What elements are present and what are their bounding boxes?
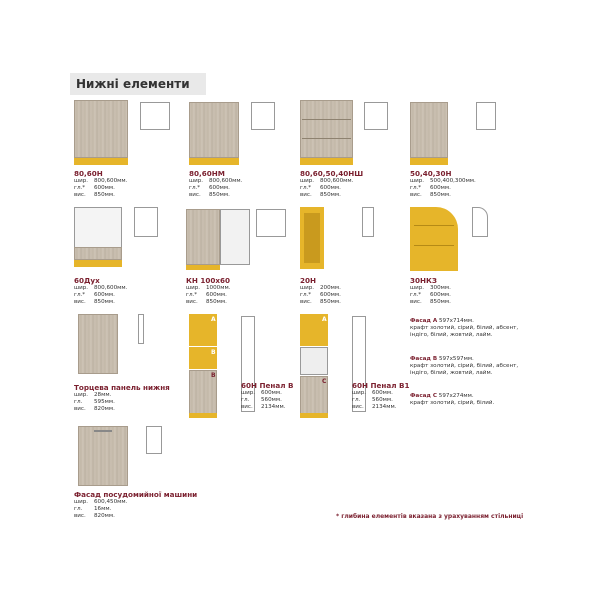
facade-image — [78, 426, 128, 486]
plinth — [189, 158, 239, 165]
cabinet-image — [300, 100, 353, 158]
item-title: 50,40,30Н — [410, 169, 452, 178]
cabinet-image — [410, 207, 458, 271]
item-specs: шир. 800,600мм. гл.* 600мм. вис. 850мм. — [189, 178, 243, 198]
label-c: C — [322, 378, 327, 385]
item-dishwasher-facade — [74, 424, 184, 494]
shelf-line — [414, 225, 454, 226]
drawer-front — [74, 247, 122, 260]
cabinet-drawing — [476, 102, 496, 130]
item-specs: шир. 500,400,300мм. гл.* 600мм. вис. 850мм. — [410, 178, 476, 198]
cabinet-drawing — [364, 102, 388, 130]
item-specs: шир. 800,600мм. гл.* 600мм. вис. 850мм. — [74, 178, 128, 198]
item-title: 60Н Пенал В — [241, 381, 294, 390]
cabinet-image — [74, 100, 128, 158]
item-specs: шир. 800,600мм. гл.* 600мм. вис. 850мм. — [300, 178, 354, 198]
plinth — [300, 158, 353, 165]
facade-c-note: Фасад С 597х274мм. крафт золотий, сірий, білий. — [410, 393, 495, 406]
item-specs: шир. 600мм. гл. 560мм. вис. 2134мм. — [241, 390, 286, 410]
plinth — [189, 413, 217, 418]
item-title: 30НКЗ — [410, 276, 437, 285]
label-a: A — [211, 316, 216, 323]
item-title: 80,60Н — [74, 169, 103, 178]
facade-drawing — [146, 426, 162, 454]
plinth — [186, 265, 220, 270]
label-a: A — [322, 316, 327, 323]
item-title: Фасад посудомийної машини — [74, 490, 198, 499]
item-end-panel — [74, 312, 184, 382]
plinth — [410, 158, 448, 165]
footnote: * глибина елементів вказана з урахуванням стільниці — [336, 513, 524, 520]
shelf-line — [414, 245, 454, 246]
item-60dukh — [74, 205, 184, 275]
corner-side — [220, 209, 250, 265]
item-title: 60Н Пенал В1 — [352, 381, 410, 390]
item-title: 80,60,50,40НШ — [300, 169, 364, 178]
item-title: 80,60НМ — [189, 169, 225, 178]
plinth — [300, 413, 328, 418]
item-kn-100x60 — [186, 205, 296, 275]
item-specs: шир. 600,450мм. гл. 16мм. вис. 820мм. — [74, 499, 128, 519]
cabinet-image — [410, 102, 448, 158]
item-title: КН 100х60 — [186, 276, 231, 285]
panel-image — [78, 314, 118, 374]
cabinet-image — [74, 207, 122, 249]
item-specs: шир. 300мм. гл.* 600мм. вис. 850мм. — [410, 285, 451, 305]
item-30nkz — [410, 205, 520, 275]
label-b: B — [211, 349, 216, 356]
cabinet-drawing — [472, 207, 488, 237]
page-title: Нижні елементи — [70, 73, 206, 95]
handle — [94, 430, 112, 432]
plinth — [74, 260, 122, 267]
item-specs: шир. 800,600мм. гл.* 600мм. вис. 850мм. — [74, 285, 128, 305]
drawer-line — [302, 119, 351, 120]
item-20n — [300, 205, 410, 275]
tall-open — [300, 347, 328, 375]
item-specs: шир. 1000мм. гл.* 600мм. вис. 850мм. — [186, 285, 231, 305]
shelf-inner — [304, 213, 320, 263]
item-specs: шир. 600мм. гл. 560мм. вис. 2134мм. — [352, 390, 397, 410]
label-b: B — [211, 372, 216, 379]
item-specs: шир. 200мм. гл.* 600мм. вис. 850мм. — [300, 285, 341, 305]
facade-b-note: Фасад В 597х597мм. крафт золотий, сірий, білий, абсент, індіго, білий, жовтий, лайм. — [410, 356, 519, 376]
cabinet-image — [186, 209, 220, 265]
drawer-line — [302, 138, 351, 139]
cabinet-drawing — [256, 209, 286, 237]
cabinet-drawing — [362, 207, 374, 237]
cabinet-image — [189, 102, 239, 158]
item-title: Торцева панель нижня — [74, 383, 170, 392]
cabinet-drawing — [140, 102, 170, 130]
plinth — [74, 158, 128, 165]
facade-a-note: Фасад А 597х714мм. крафт золотий, сірий, білий, абсент, індіго, білий, жовтий, лайм. — [410, 318, 519, 338]
panel-drawing — [138, 314, 144, 344]
cabinet-drawing — [251, 102, 275, 130]
cabinet-drawing — [134, 207, 158, 237]
item-title: 60Дух — [74, 276, 100, 285]
item-specs: шир. 28мм. гл. 595мм. вис. 820мм. — [74, 392, 115, 412]
item-title: 20Н — [300, 276, 317, 285]
